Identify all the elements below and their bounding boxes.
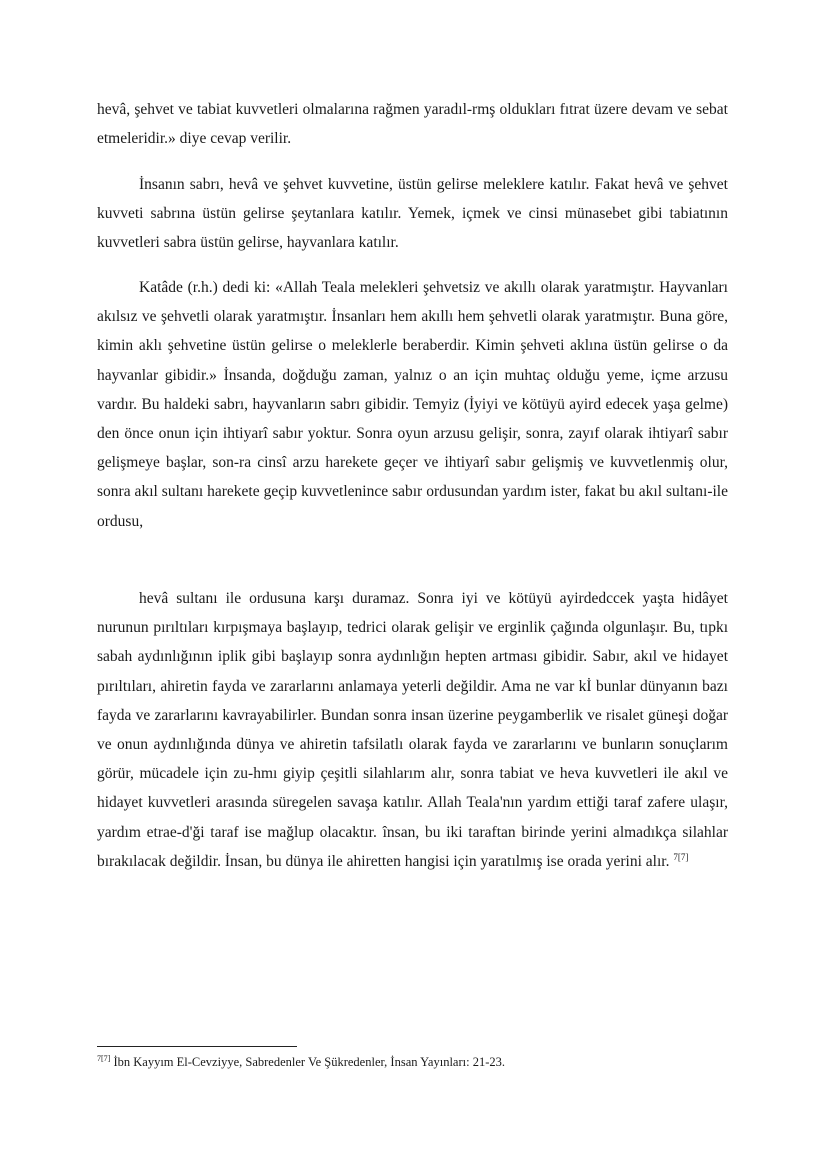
footnote-text: İbn Kayyım El-Cevziyye, Sabredenler Ve Şükredenler, İnsan Yayınları: 21-23. (110, 1055, 505, 1069)
footnote (97, 1054, 728, 1070)
footnote-separator (97, 1046, 297, 1047)
paragraph-1: hevâ, şehvet ve tabiat kuvvetleri olmalarına rağmen yaradıl-rmş oldukları fıtrat üzere devam ve sebat etmeleridir.» diye cevap verilir. (97, 101, 728, 148)
paragraph-3: Katâde (r.h.) dedi ki: «Allah Teala melekleri şehvetsiz ve akıllı olarak yaratmıştır. Hayvanları akılsız ve şehvetli olarak yaratmıştır. İnsanları hem akıllı hem şehvetli olarak yaratmıştır. Buna göre, kimin aklı şehvetine üstün gelirse o meleklerle beraberdir. Kimin şehveti aklına üstün gelirse o da hayvanlar gibidir.» İnsanda, doğduğu zaman, yalnız o an için muhtaç olduğu yeme, içme arzusu vardır. Bu haldeki sabrı, hayvanların sabrı gibidir. Temyiz (İyiyi ve kötüyü ayird edecek yaşa gelme) den önce onun için ihtiyarî sabır yoktur. Sonra oyun arzusu gelişir, sonra, zayıf olarak ihtiyarî sabır gelişmeye başlar, son-ra cinsî arzu harekete geçer ve ihtiyarî sabır gelişmiş ve kuvvetlenmiş olur, sonra akıl sultanı harekete geçip kuvvetlenince sabır ordusundan yardım ister, fakat bu akıl sultanı-ile ordusu, (97, 279, 728, 530)
paragraph-4 (97, 584, 728, 876)
paragraph-2: İnsanın sabrı, hevâ ve şehvet kuvvetine, üstün gelirse meleklere katılır. Fakat hevâ ve şehvet kuvveti sabrına üstün gelirse şeytanlara katılır. Yemek, içmek ve cinsi münasebet gibi tabiatının kuvvetleri sabra üstün gelirse, hayvanlara katılır. (97, 176, 728, 252)
paragraph-4-text: hevâ sultanı ile ordusuna karşı duramaz. Sonra iyi ve kötüyü ayirdedccek yaşta hidâyet nurunun pırıltıları kırpışmaya başlayıp, tedrici olarak gelişir ve erginlik çağında olgunlaşır. Bu, tıpkı sabah aydınlığının iplik gibi başlayıp sonra aydınlığın hepten artması gibidir. Sabır, akıl ve hidayet pırıltıları, ahiretin fayda ve zararlarını anlamaya yeterli değildir. Ama ne var kİ bunlar dünyanın bazı fayda ve zararlarını kavrayabilirler. Bundan sonra insan üzerine peygamberlik ve risalet güneşi doğar ve onun aydınlığında dünya ve ahiretin tafsilatlı olarak fayda ve zararlarını ve bunların sonuçlarım görür, mücadele için zu-hmı giyip çeşitli silahlarım alır, sonra tabiat ve heva kuvvetleri ile akıl ve hidayet kuvvetleri arasında süregelen savaşa katılır. Allah Teala'nın yardım ettiği taraf zafere ulaşır, yardım etrae-d'ği taraf ise mağlup olacaktır. însan, bu iki taraftan birinde yerini almadıkça silahlar bırakılacak değildir. İnsan, bu dünya ile ahiretten hangisi için yaratılmış ise orada yerini alır. (97, 590, 728, 870)
footnote-reference[interactable]: 7[7] (673, 851, 689, 862)
footnote-marker: 7[7] (97, 1053, 111, 1063)
